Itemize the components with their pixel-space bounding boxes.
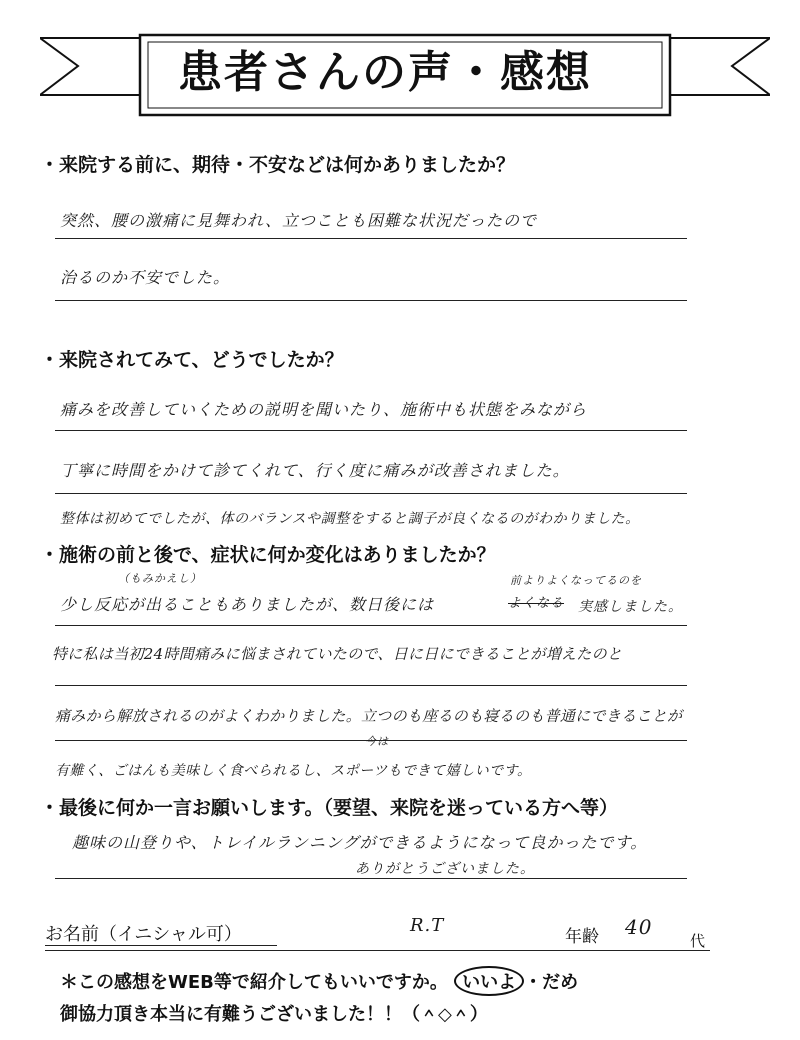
age-value: 40 <box>625 915 653 939</box>
age-suffix: 代 <box>690 932 706 950</box>
question-before-visit: ・来院する前に、期待・不安などは何かありましたか？ <box>40 154 516 176</box>
annotation-now: 今は <box>365 735 389 748</box>
consent-question: ＊この感想をWEB等で紹介してもいいですか。 <box>60 972 448 993</box>
page-title: 患者さんの声・感想 <box>178 47 592 98</box>
answer-visit-line-1: 痛みを改善していくための説明を聞いたり、施術中も状態をみながら <box>60 400 588 419</box>
question-after-visit: ・来院されてみて、どうでしたか？ <box>40 349 344 371</box>
option-yes-circled: いいよ <box>454 966 524 996</box>
answer-visit-line-2: 丁寧に時間をかけて診てくれて、行く度に痛みが改善されました。 <box>60 461 570 480</box>
answer-line <box>55 878 687 879</box>
answer-line <box>55 430 687 431</box>
annotation-insert: 前よりよくなってるのを <box>510 574 642 587</box>
answer-change-line-1b: 実感しました。 <box>578 599 683 615</box>
name-value: R.T <box>410 915 445 936</box>
annotation-momikaeshi: （もみかえし） <box>118 572 202 585</box>
answer-change-line-4: 有難く、ごはんも美味しく食べられるし、スポーツもできて嬉しいです。 <box>55 763 532 779</box>
age-label: 年齢 <box>565 927 599 947</box>
answer-line <box>55 300 687 301</box>
answer-line <box>55 493 687 494</box>
answer-before-line-1: 突然、腰の激痛に見舞われ、立つことも困難な状況だったので <box>60 211 537 230</box>
option-separator: ・ <box>524 972 543 993</box>
name-label-underline <box>45 945 277 946</box>
name-age-underline <box>45 950 710 951</box>
answer-line <box>55 625 687 626</box>
answer-line <box>55 238 687 239</box>
answer-final-line-1: 趣味の山登りや、トレイルランニングができるようになって良かったです。 <box>72 833 648 852</box>
answer-before-line-2: 治るのか不安でした。 <box>60 268 231 287</box>
answer-change-line-3: 痛みから解放されるのがよくわかりました。立つのも座るのも寝るのも普通にできることが <box>55 707 683 725</box>
struck-text: よくなる <box>508 596 565 611</box>
answer-visit-line-3: 整体は初めてでしたが、体のバランスや調整をすると調子が良くなるのがわかりました。 <box>60 511 640 527</box>
option-no: だめ <box>542 972 579 993</box>
thanks-message: 御協力頂き本当に有難うございました！！（＾◇＾） <box>60 1004 488 1025</box>
question-change: ・施術の前と後で、症状に何か変化はありましたか？ <box>40 544 496 566</box>
answer-final-line-2: ありがとうございました。 <box>355 861 535 877</box>
question-final-comment: ・最後に何か一言お願いします。（要望、来院を迷っている方へ等） <box>40 797 618 819</box>
name-label: お名前（イニシャル可） <box>45 924 242 945</box>
answer-change-line-1a: 少し反応が出ることもありましたが、数日後には <box>60 595 435 614</box>
consent-row <box>60 966 578 996</box>
answer-change-line-2: 特に私は当初24時間痛みに悩まされていたので、日に日にできることが増えたのと <box>52 645 623 663</box>
answer-line <box>55 685 687 686</box>
